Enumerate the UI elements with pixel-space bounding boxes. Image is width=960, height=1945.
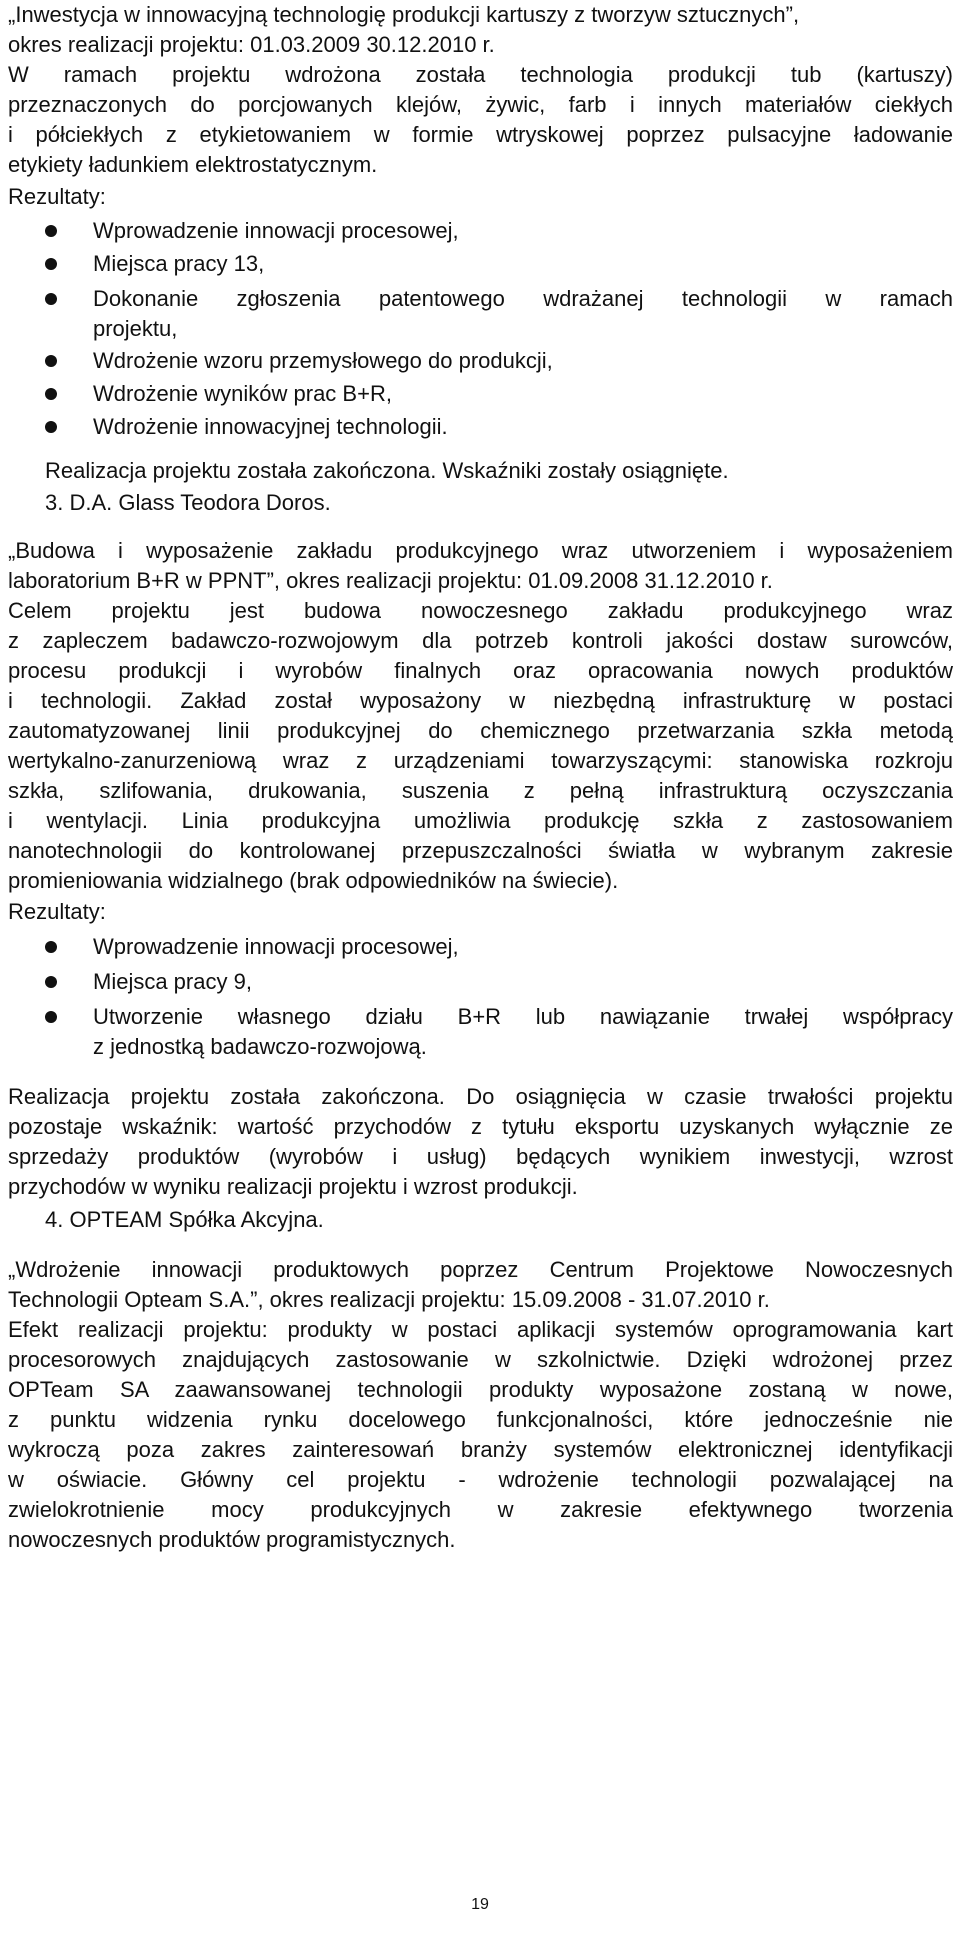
section4-desc-line: procesu produkcji i wyrobów finalnych oraz opracowania nowych produktów <box>8 658 953 683</box>
section3-desc-line: przeznaczonych do porcjowanych klejów, żywic, farb i innych materiałów ciekłych <box>8 92 953 117</box>
page-number: 19 <box>471 1896 489 1913</box>
section5-desc-line: OPTeam SA zaawansowanej technologii produkty wyposażone zostaną w nowe, <box>8 1377 953 1402</box>
bullet-icon <box>45 941 57 953</box>
section4-desc-line: wertykalno-zanurzeniową wraz z urządzeniami towarzyszącymi: stanowiska rozkroju <box>8 748 953 773</box>
section3-result-item: Wdrożenie wzoru przemysłowego do produkcji, <box>93 348 553 373</box>
section3-desc-line: etykiety ładunkiem elektrostatycznym. <box>8 152 378 177</box>
section4-result-item: Miejsca pracy 9, <box>93 969 252 994</box>
section3-title-line-2: okres realizacji projektu: 01.03.2009 30.12.2010 r. <box>8 32 495 57</box>
section4-title-line-1: „Budowa i wyposażenie zakładu produkcyjnego wraz utworzeniem i wyposażeniem <box>8 538 953 563</box>
section4-result-item: Wprowadzenie innowacji procesowej, <box>93 934 459 959</box>
section4-desc-line: szkła, szlifowania, drukowania, suszenia z pełną infrastrukturą oczyszczania <box>8 778 953 803</box>
section3-result-item-continuation: projektu, <box>93 316 178 341</box>
bullet-icon <box>45 976 57 988</box>
section4-completion-line: pozostaje wskaźnik: wartość przychodów z tytułu eksportu uzyskanych wyłącznie ze <box>8 1114 953 1139</box>
section3-result-item: Wdrożenie innowacyjnej technologii. <box>93 414 448 439</box>
section-heading-company-3: 3. D.A. Glass Teodora Doros. <box>45 490 331 515</box>
section4-title-line-2: laboratorium B+R w PPNT”, okres realizacji projektu: 01.09.2008 31.12.2010 r. <box>8 568 773 593</box>
section4-completion-line: przychodów w wyniku realizacji projektu i wzrost produkcji. <box>8 1174 578 1199</box>
section3-title-line-1: „Inwestycja w innowacyjną technologię produkcji kartuszy z tworzyw sztucznych”, <box>8 2 800 27</box>
section4-desc-line: z zapleczem badawczo-rozwojowym dla potrzeb kontroli jakości dostaw surowców, <box>8 628 953 653</box>
section5-desc-line: nowoczesnych produktów programistycznych. <box>8 1527 456 1552</box>
section5-desc-line: Efekt realizacji projektu: produkty w postaci aplikacji systemów oprogramowania kart <box>8 1317 953 1342</box>
section4-result-item-continuation: z jednostką badawczo-rozwojową. <box>93 1034 427 1059</box>
section4-desc-line: Celem projektu jest budowa nowoczesnego zakładu produkcyjnego wraz <box>8 598 953 623</box>
section-heading-company-4: 4. OPTEAM Spółka Akcyjna. <box>45 1207 324 1232</box>
section3-completion: Realizacja projektu została zakończona. Wskaźniki zostały osiągnięte. <box>45 458 729 483</box>
section4-desc-line: nanotechnologii do kontrolowanej przepuszczalności światła w wybranym zakresie <box>8 838 953 863</box>
section3-desc-line: W ramach projektu wdrożona została technologia produkcji tub (kartuszy) <box>8 62 953 87</box>
section5-title-line-1: „Wdrożenie innowacji produktowych poprzez Centrum Projektowe Nowoczesnych <box>8 1257 953 1282</box>
section4-desc-line: zautomatyzowanej linii produkcyjnej do chemicznego przetwarzania szkła metodą <box>8 718 953 743</box>
bullet-icon <box>45 421 57 433</box>
bullet-icon <box>45 225 57 237</box>
section5-desc-line: wykroczą poza zakres zainteresowań branży systemów elektronicznej identyfikacji <box>8 1437 953 1462</box>
section4-completion-line: Realizacja projektu została zakończona. Do osiągnięcia w czasie trwałości projektu <box>8 1084 953 1109</box>
section4-desc-line: promieniowania widzialnego (brak odpowiedników na świecie). <box>8 868 619 893</box>
section3-results-label: Rezultaty: <box>8 184 106 209</box>
section3-result-item: Miejsca pracy 13, <box>93 251 265 276</box>
section3-result-item: Wdrożenie wyników prac B+R, <box>93 381 392 406</box>
bullet-icon <box>45 388 57 400</box>
bullet-icon <box>45 293 57 305</box>
section3-desc-line: i półciekłych z etykietowaniem w formie wtryskowej poprzez pulsacyjne ładowanie <box>8 122 953 147</box>
section5-desc-line: procesorowych znajdujących zastosowanie w szkolnictwie. Dzięki wdrożonej przez <box>8 1347 953 1372</box>
section3-result-item: Wprowadzenie innowacji procesowej, <box>93 218 459 243</box>
section4-desc-line: i technologii. Zakład został wyposażony w niezbędną infrastrukturę w postaci <box>8 688 953 713</box>
section4-results-label: Rezultaty: <box>8 899 106 924</box>
bullet-icon <box>45 258 57 270</box>
section4-completion-line: sprzedaży produktów (wyrobów i usług) będących wynikiem inwestycji, wzrost <box>8 1144 953 1169</box>
bullet-icon <box>45 1011 57 1023</box>
bullet-icon <box>45 355 57 367</box>
section5-title-line-2: Technologii Opteam S.A.”, okres realizacji projektu: 15.09.2008 - 31.07.2010 r. <box>8 1287 770 1312</box>
section5-desc-line: zwielokrotnienie mocy produkcyjnych w zakresie efektywnego tworzenia <box>8 1497 953 1522</box>
section5-desc-line: w oświacie. Główny cel projektu - wdrożenie technologii pozwalającej na <box>8 1467 953 1492</box>
section3-result-item: Dokonanie zgłoszenia patentowego wdrażanej technologii w ramach <box>93 286 953 311</box>
section4-result-item: Utworzenie własnego działu B+R lub nawiązanie trwałej współpracy <box>93 1004 953 1029</box>
section4-desc-line: i wentylacji. Linia produkcyjna umożliwia produkcję szkła z zastosowaniem <box>8 808 953 833</box>
section5-desc-line: z punktu widzenia rynku docelowego funkcjonalności, które jednocześnie nie <box>8 1407 953 1432</box>
